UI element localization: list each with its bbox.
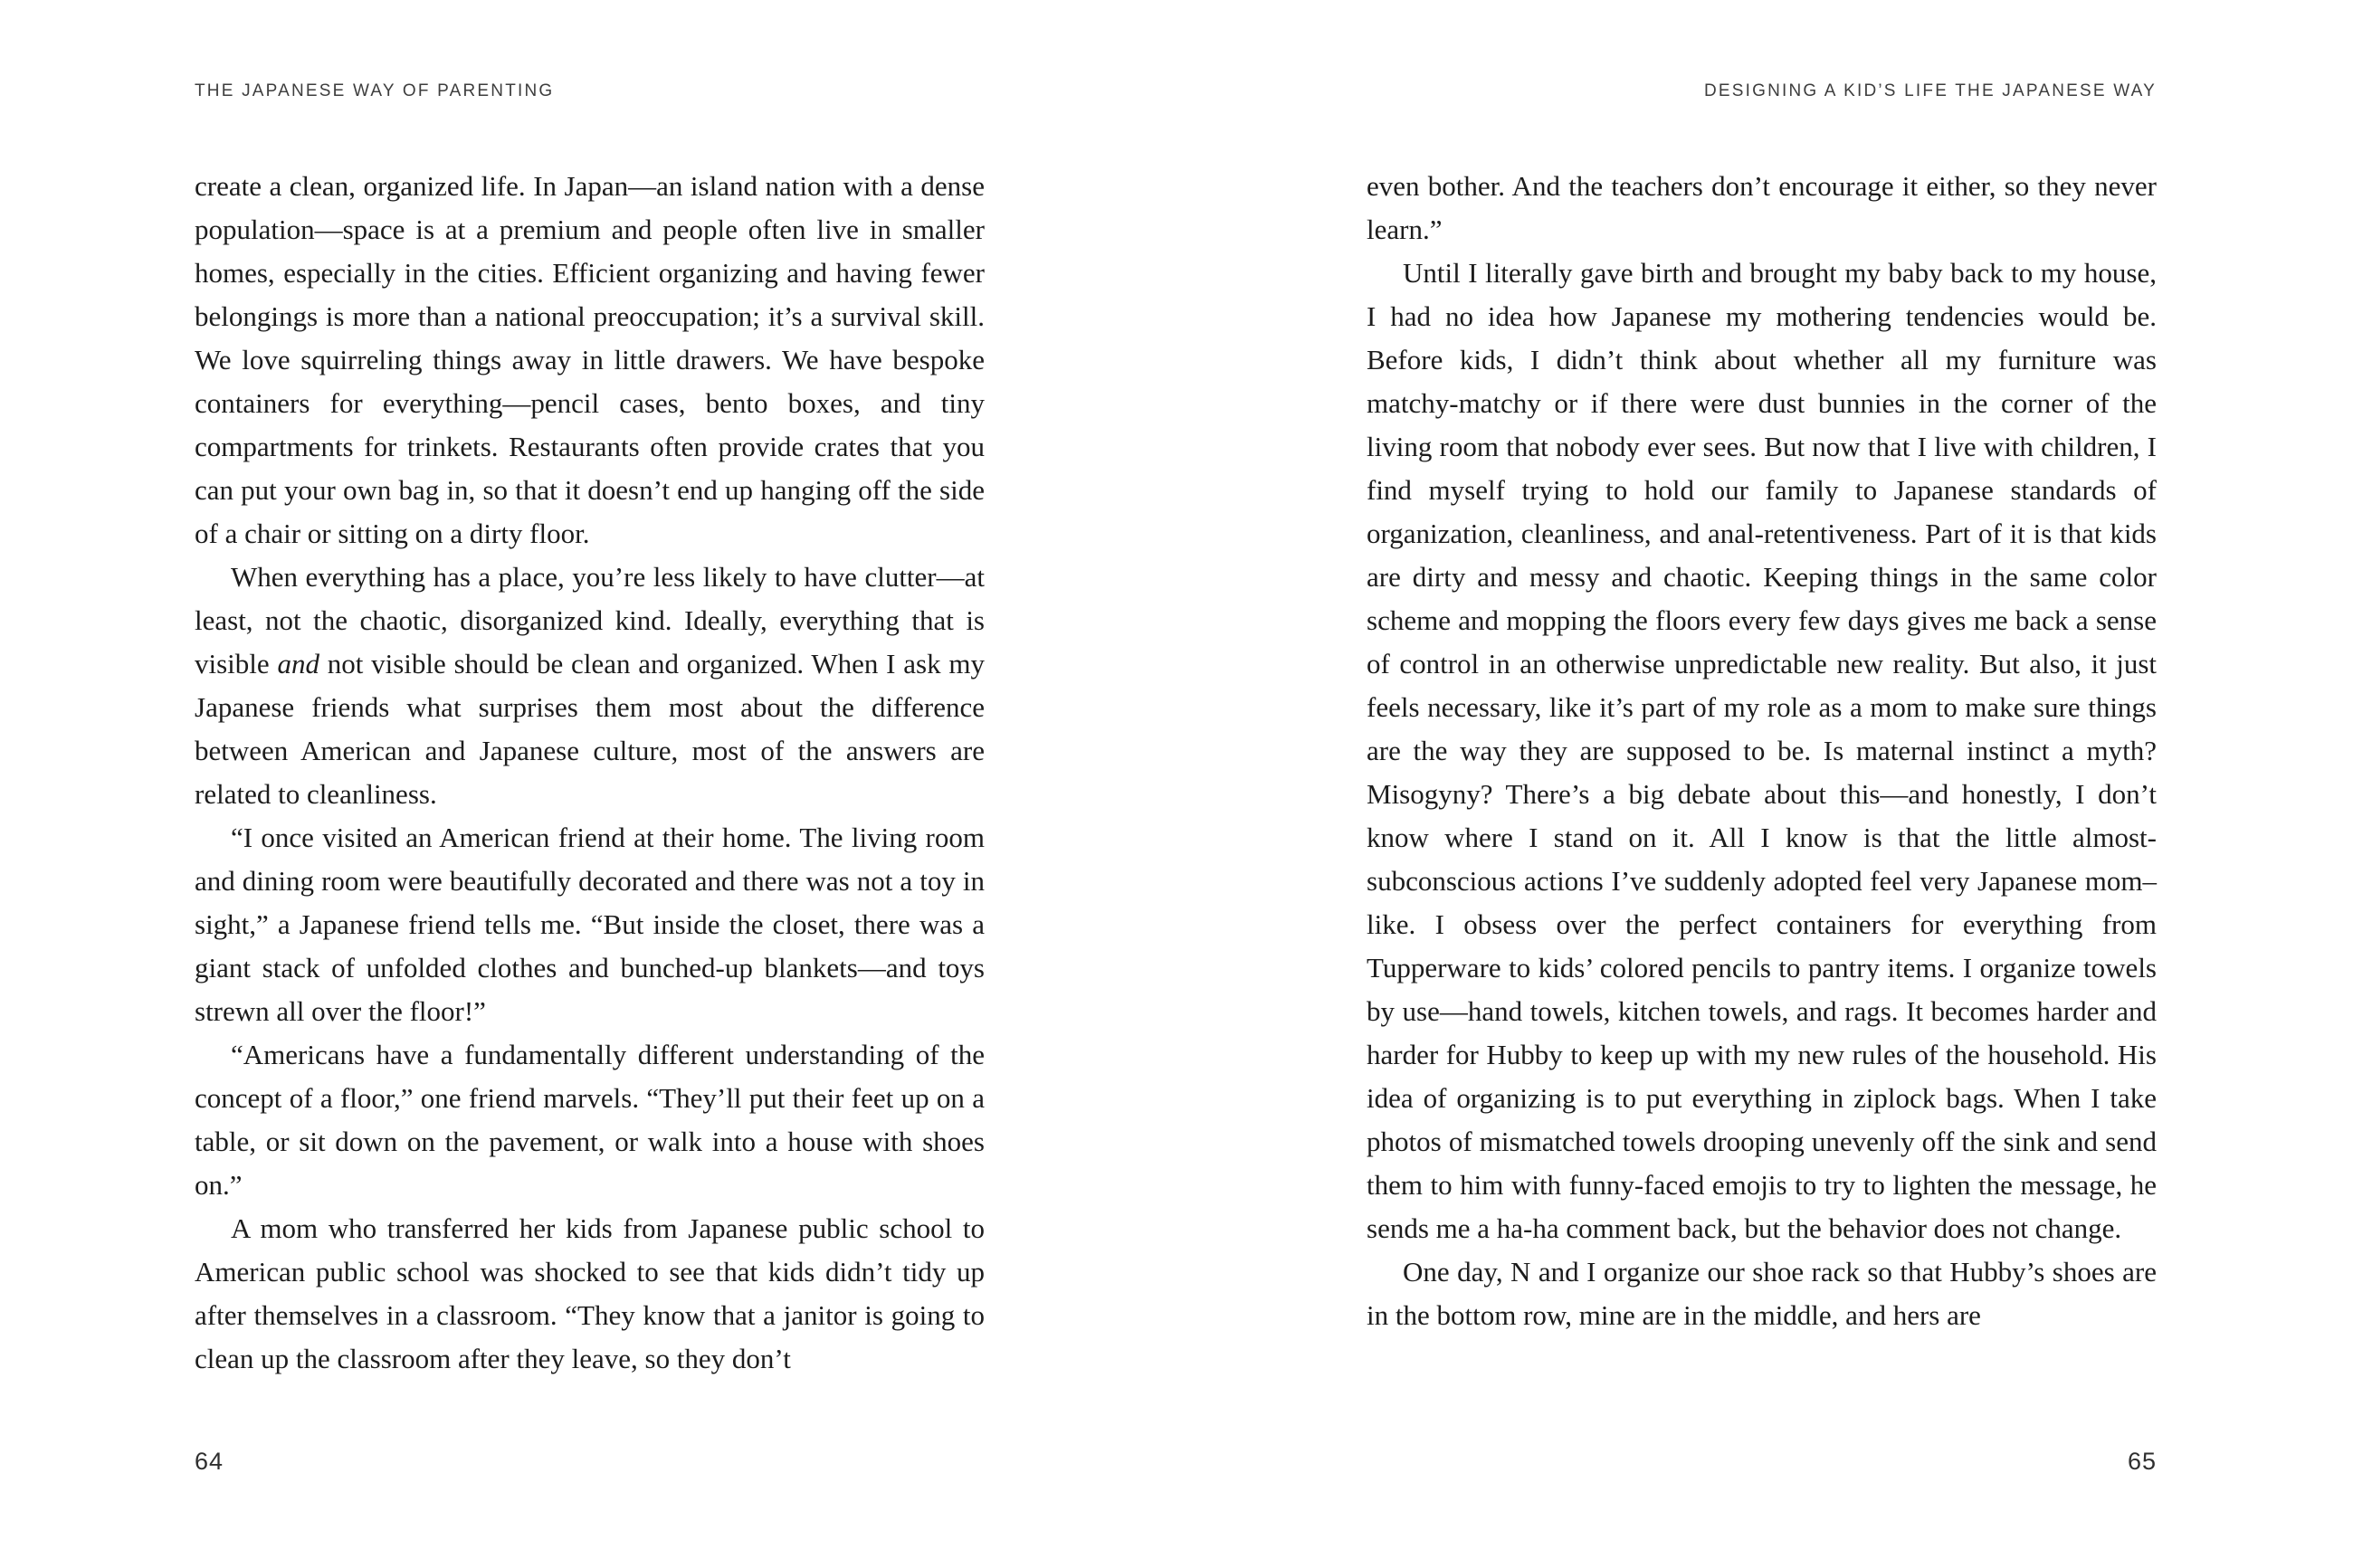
left-page	[195, 0, 985, 1568]
left-page-number: 64	[195, 1448, 224, 1475]
paragraph: even bother. And the teachers don’t encourage it either, so they never learn.”	[1367, 170, 2157, 245]
right-page-body-text	[1367, 165, 2157, 1337]
paragraph: Until I literally gave birth and brought my baby back to my house, I had no idea how Japanese my mothering tendencies would be. Before kids, I didn’t think about whether all my furniture was matchy-matchy or if there were dust bunnies in the corner of the living room that nobody ever sees. But now that I live with children, I find myself trying to hold our family to Japanese standards of organization, cleanliness, and anal-retentiveness. Part of it is that kids are dirty and messy and chaotic. Keeping things in the same color scheme and mopping the floors every few days gives me back a sense of control in an otherwise unpredictable new reality. But also, it just feels necessary, like it’s part of my role as a mom to make sure things are the way they are supposed to be. Is maternal instinct a myth? Misogyny? There’s a big debate about this—and honestly, I don’t know where I stand on it. All I know is that the little almost-subconscious actions I’ve suddenly adopted feel very Japanese mom–like. I obsess over the perfect containers for everything from Tupperware to kids’ colored pencils to pantry items. I organize towels by use—hand towels, kitchen towels, and rags. It becomes harder and harder for Hubby to keep up with my new rules of the household. His idea of organizing is to put everything in ziplock bags. When I take photos of mismatched towels drooping unevenly off the sink and send them to him with funny-faced emojis to try to lighten the message, he sends me a ha-ha comment back, but the behavior does not change.	[1367, 257, 2157, 1244]
paragraph: create a clean, organized life. In Japan—an island nation with a dense population—space is at a premium and people often live in smaller homes, especially in the cities. Efficient organizing and having fewer belongings is more than a national preoccupation; it’s a survival skill. We love squirreling things away in little drawers. We have bespoke containers for everything—pencil cases, bento boxes, and tiny compartments for trinkets. Restaurants often provide crates that you can put your own bag in, so that it doesn’t end up hanging off the side of a chair or sitting on a dirty floor.	[195, 170, 985, 549]
paragraph: When everything has a place, you’re less likely to have clutter—at least, not the chaotic, disorganized kind. Ideally, everything that is visible and not visible should be clean and organized. When I ask my Japanese friends what surprises them most about the difference between American and Japanese culture, most of the answers are related to cleanliness.	[195, 561, 986, 810]
left-page-body-text	[195, 165, 985, 1381]
paragraph: “I once visited an American friend at their home. The living room and dining room were beautifully decorated and there was not a toy in sight,” a Japanese friend tells me. “But inside the closet, there was a giant stack of unfolded clothes and bunched-up blankets—and toys strewn all over the floor!”	[195, 822, 985, 1027]
running-header-left: THE JAPANESE WAY OF PARENTING	[195, 81, 555, 100]
right-page	[1367, 0, 2157, 1568]
paragraph: One day, N and I organize our shoe rack so that Hubby’s shoes are in the bottom row, mine are in the middle, and hers are	[1367, 1256, 2157, 1331]
paragraph: “Americans have a fundamentally different understanding of the concept of a floor,” one friend marvels. “They’ll put their feet up on a table, or sit down on the pavement, or walk into a house with shoes on.”	[195, 1039, 985, 1201]
running-header-right: DESIGNING A KID’S LIFE THE JAPANESE WAY	[1703, 81, 2157, 100]
paragraph: A mom who transferred her kids from Japanese public school to American public school was shocked to see that kids didn’t tidy up after themselves in a classroom. “They know that a janitor is going to clean up the classroom after they leave, so they don’t	[195, 1212, 985, 1374]
right-page-number: 65	[2127, 1448, 2157, 1475]
italic-text: and	[277, 648, 319, 679]
